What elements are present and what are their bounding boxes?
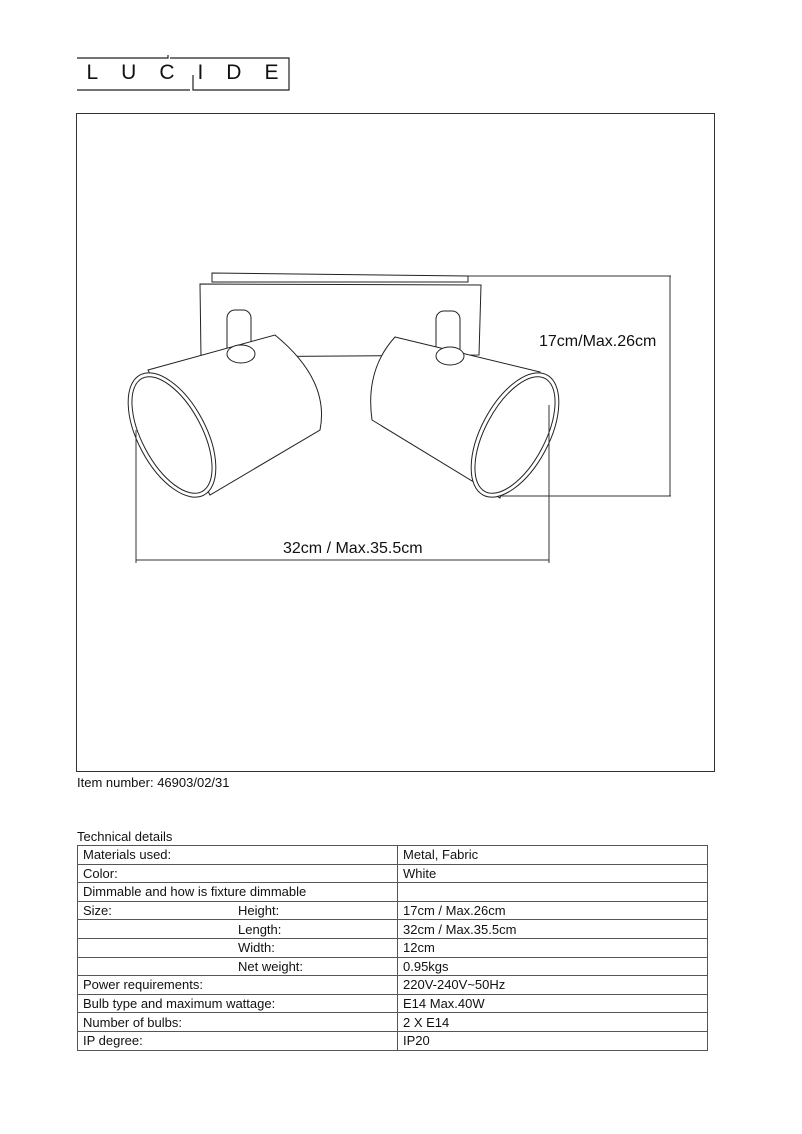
table-row bbox=[78, 883, 708, 902]
table-row bbox=[78, 864, 708, 883]
spec-label bbox=[83, 958, 238, 975]
spec-value bbox=[398, 883, 708, 902]
table-row bbox=[78, 994, 708, 1013]
table-row bbox=[78, 901, 708, 920]
spec-sublabel: Net weight: bbox=[238, 958, 304, 974]
technical-details-title: Technical details bbox=[77, 829, 173, 844]
spec-label-cell bbox=[78, 1031, 398, 1050]
spec-label-cell bbox=[78, 994, 398, 1013]
table-row bbox=[78, 938, 708, 957]
length-dimension-label: 32cm / Max.35.5cm bbox=[283, 540, 423, 557]
spec-value: 32cm / Max.35.5cm bbox=[398, 920, 708, 939]
spec-label: Power requirements: bbox=[83, 977, 203, 993]
spec-label: Materials used: bbox=[83, 847, 172, 863]
spec-sublabel: Width: bbox=[238, 940, 275, 956]
spec-value: 2 X E14 bbox=[398, 1013, 708, 1032]
spec-label-cell bbox=[78, 864, 398, 883]
spec-label-cell bbox=[78, 846, 398, 865]
logo-letter: E bbox=[264, 61, 281, 84]
spec-label-cell bbox=[78, 901, 398, 920]
mounting-plate bbox=[212, 273, 468, 282]
spec-label-cell bbox=[78, 938, 398, 957]
left-pivot-knob bbox=[227, 345, 255, 363]
table-row bbox=[78, 976, 708, 995]
spec-value: White bbox=[398, 864, 708, 883]
technical-details-table bbox=[77, 845, 708, 1051]
spec-sublabel: Height: bbox=[238, 903, 280, 919]
item-number: Item number: 46903/02/31 bbox=[77, 775, 230, 790]
spec-value: 17cm / Max.26cm bbox=[398, 901, 708, 920]
spec-label: Color: bbox=[83, 865, 118, 881]
spec-label: Dimmable and how is fixture dimmable bbox=[83, 884, 307, 900]
table-row bbox=[78, 846, 708, 865]
spec-label bbox=[83, 939, 238, 956]
spec-label-cell bbox=[78, 883, 398, 902]
logo-letter: I bbox=[197, 61, 206, 84]
table-row bbox=[78, 1013, 708, 1032]
spec-value: IP20 bbox=[398, 1031, 708, 1050]
spec-value: 0.95kgs bbox=[398, 957, 708, 976]
logo-letter: L bbox=[86, 61, 101, 84]
spec-label: Number of bulbs: bbox=[83, 1014, 182, 1030]
table-row bbox=[78, 920, 708, 939]
spec-label bbox=[83, 921, 238, 938]
spec-label-cell bbox=[78, 957, 398, 976]
logo-letter: U bbox=[121, 61, 139, 84]
logo-letter: D bbox=[226, 61, 244, 84]
spec-label-cell bbox=[78, 1013, 398, 1032]
logo-letter: C bbox=[159, 61, 177, 84]
spec-value: E14 Max.40W bbox=[398, 994, 708, 1013]
spec-label: Bulb type and maximum wattage: bbox=[83, 996, 276, 1012]
table-row bbox=[78, 1031, 708, 1050]
table-row bbox=[78, 957, 708, 976]
spec-label-cell bbox=[78, 976, 398, 995]
spec-value: 12cm bbox=[398, 938, 708, 957]
spec-label: IP degree: bbox=[83, 1033, 143, 1049]
spec-value: 220V-240V~50Hz bbox=[398, 976, 708, 995]
height-dimension-label: 17cm/Max.26cm bbox=[539, 333, 657, 350]
spec-value: Metal, Fabric bbox=[398, 846, 708, 865]
spec-label-cell bbox=[78, 920, 398, 939]
right-pivot-knob bbox=[436, 347, 464, 365]
spec-sublabel: Length: bbox=[238, 921, 282, 937]
spec-label: Size: bbox=[83, 903, 112, 919]
